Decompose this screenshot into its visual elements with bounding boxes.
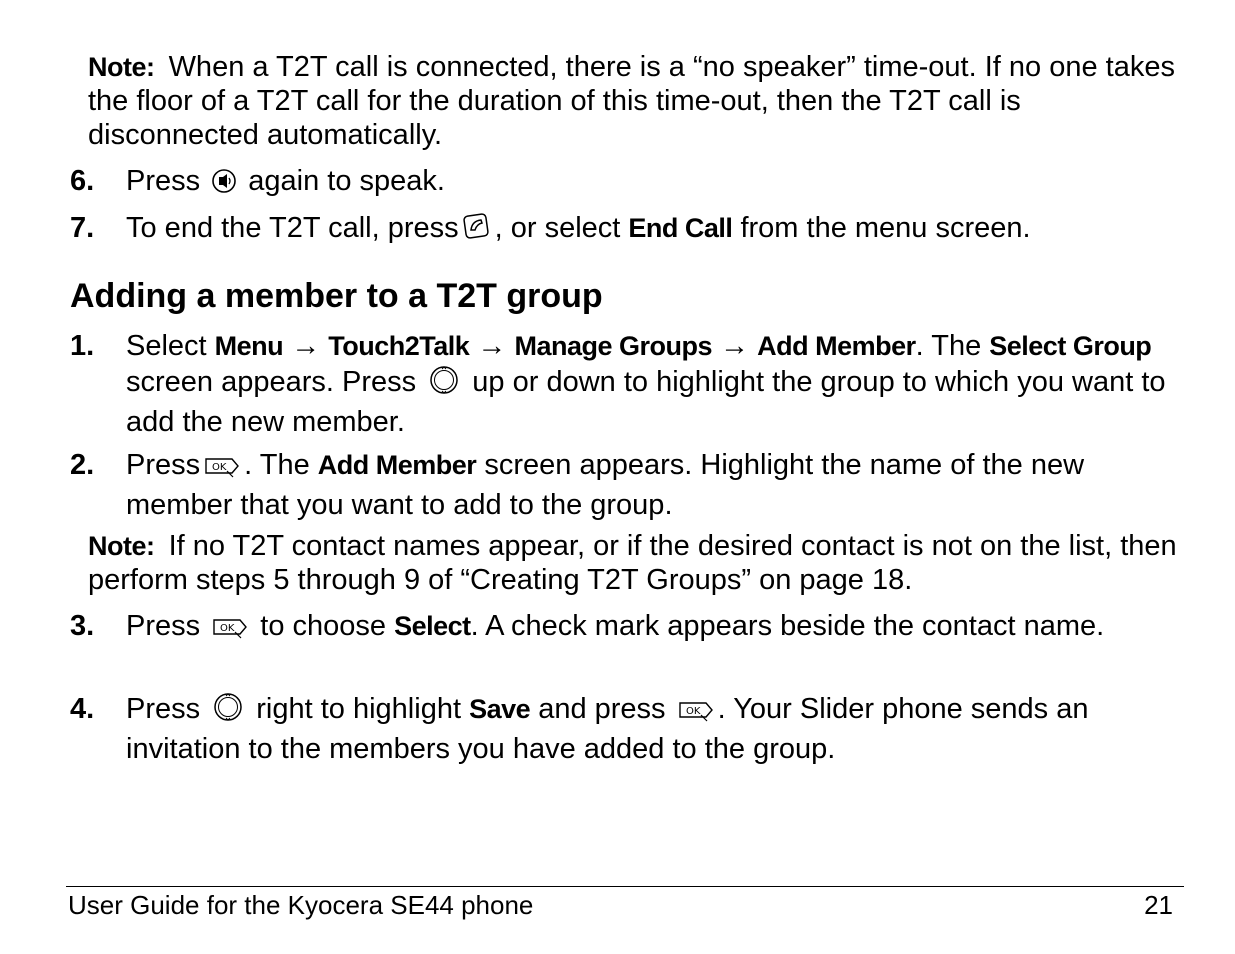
step-number: 2. <box>70 449 95 481</box>
speaker-key-icon <box>211 167 237 203</box>
footer-title: User Guide for the Kyocera SE44 phone <box>68 890 534 920</box>
ok-key-icon <box>211 612 249 648</box>
end-key-icon <box>462 211 492 250</box>
section-heading: Adding a member to a T2T group <box>70 277 603 315</box>
step-text: To end the T2T call, press , or select End Call from the menu screen. <box>126 210 1186 250</box>
step-text: Press OK to choose Select. A check mark appears beside the contact name. <box>126 608 1186 648</box>
step-number: 3. <box>70 610 95 642</box>
step-text: Press OK . The Add Member screen appears. Highlight the name of the new member that you want to add to the group. <box>126 449 1085 521</box>
note-text: If no T2T contact names appear, or if the desired contact is not on the list, then perform steps 5 through 9 of “Creating T2T Groups” on page 18. <box>88 530 1177 596</box>
step-number: 1. <box>70 330 95 362</box>
note-label: Note: <box>88 52 155 82</box>
note-label: Note: <box>88 531 155 561</box>
footer-divider <box>66 886 1184 887</box>
svg-text:OK: OK <box>212 462 227 473</box>
ok-key-icon <box>203 451 241 487</box>
step-text: Press right to highlight Save and press OK . Your Slider phone sends an invitation to the members you have added to the group. <box>126 693 1089 765</box>
navigation-key-icon <box>211 692 245 731</box>
step-text: Select Menu → Touch2Talk → Manage Groups → Add Member. The Select Group screen appears. Press up or down to highlight the group to which you want to add the new member. <box>126 330 1166 438</box>
step-number: 7. <box>70 212 95 244</box>
svg-text:OK: OK <box>220 623 235 634</box>
ok-key-icon <box>677 695 715 731</box>
step-number: 4. <box>70 693 95 725</box>
step-text: Press again to speak. <box>126 163 1186 203</box>
note-text: When a T2T call is connected, there is a “no speaker” time-out. If no one takes the floor of a T2T call for the duration of this time-out, then the T2T call is disconnected automatically. <box>88 51 1175 151</box>
note-no-contacts <box>88 529 1178 597</box>
navigation-key-icon <box>427 365 461 404</box>
step-number: 6. <box>70 165 95 197</box>
svg-text:OK: OK <box>685 706 701 717</box>
page-number: 21 <box>1144 890 1173 920</box>
note-no-speaker <box>88 50 1178 152</box>
